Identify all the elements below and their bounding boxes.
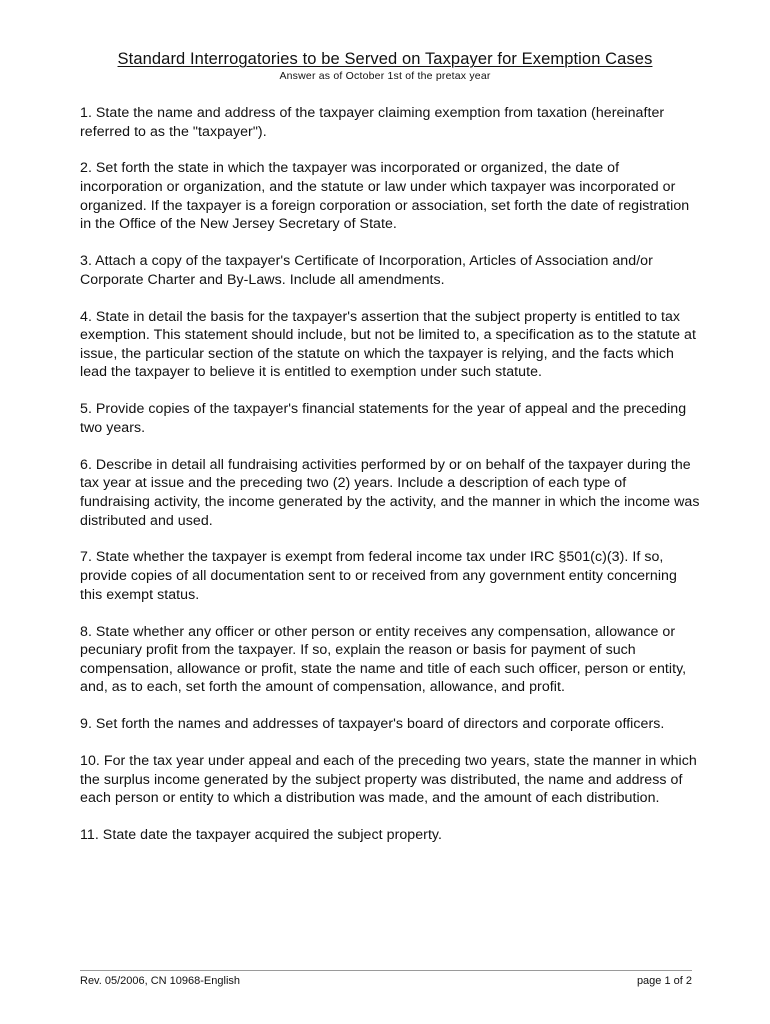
interrogatory-list: [80, 104, 700, 863]
document-title: Standard Interrogatories to be Served on Taxpayer for Exemption Cases: [117, 50, 653, 68]
interrogatory-item-9: 9. Set forth the names and addresses of taxpayer's board of directors and corporate officers.: [80, 716, 665, 733]
interrogatory-item-4: 4. State in detail the basis for the taxpayer's assertion that the subject property is entitled to tax exemption. This statement should include, but not be limited to, a specification as to the statute at issue, the particular section of the statute on which the taxpayer is relying, and the facts which lead the taxpayer to believe it is entitled to exemption under such statute.: [80, 308, 696, 381]
interrogatory-item-11: 11. State date the taxpayer acquired the subject property.: [80, 827, 443, 844]
footer-revision: Rev. 05/2006, CN 10968-English: [80, 975, 241, 987]
interrogatory-item-2: 2. Set forth the state in which the taxpayer was incorporated or organized, the date of incorporation or organization, and the statute or law under which taxpayer was incorporated or organized. If the taxpayer is a foreign corporation or association, set forth the date of registration in the Office of the New Jersey Secretary of State.: [80, 160, 690, 233]
footer-divider: [80, 970, 692, 971]
interrogatory-item-8: 8. State whether any officer or other person or entity receives any compensation, allowance or pecuniary profit from the taxpayer. If so, explain the reason or basis for payment of such compensation, allowance or profit, state the name and title of each such officer, person or entity, and, as to each, set forth the amount of compensation, allowance, and profit.: [80, 623, 687, 696]
interrogatory-item-6: 6. Describe in detail all fundraising activities performed by or on behalf of the taxpayer during the tax year at issue and the preceding two (2) years. Include a description of each type of fundraising activity, the income generated by the activity, and the manner in which the income was distributed and used.: [80, 456, 700, 529]
document-subtitle: Answer as of October 1st of the pretax year: [279, 70, 491, 82]
interrogatory-item-7: 7. State whether the taxpayer is exempt from federal income tax under IRC §501(c)(3). If so, provide copies of all documentation sent to or received from any government entity concerning this exempt status.: [80, 549, 677, 603]
interrogatory-item-10: 10. For the tax year under appeal and each of the preceding two years, state the manner in which the surplus income generated by the subject property was distributed, the name and address of each person or entity to which a distribution was made, and the amount of each distribution.: [80, 753, 697, 807]
interrogatory-item-1: 1. State the name and address of the taxpayer claiming exemption from taxation (hereinafter referred to as the "taxpayer").: [80, 105, 665, 140]
interrogatory-item-5: 5. Provide copies of the taxpayer's financial statements for the year of appeal and the preceding two years.: [80, 401, 687, 436]
footer-page-number: page 1 of 2: [636, 975, 692, 987]
interrogatory-item-3: 3. Attach a copy of the taxpayer's Certificate of Incorporation, Articles of Association and/or Corporate Charter and By-Laws. Include all amendments.: [80, 253, 653, 288]
